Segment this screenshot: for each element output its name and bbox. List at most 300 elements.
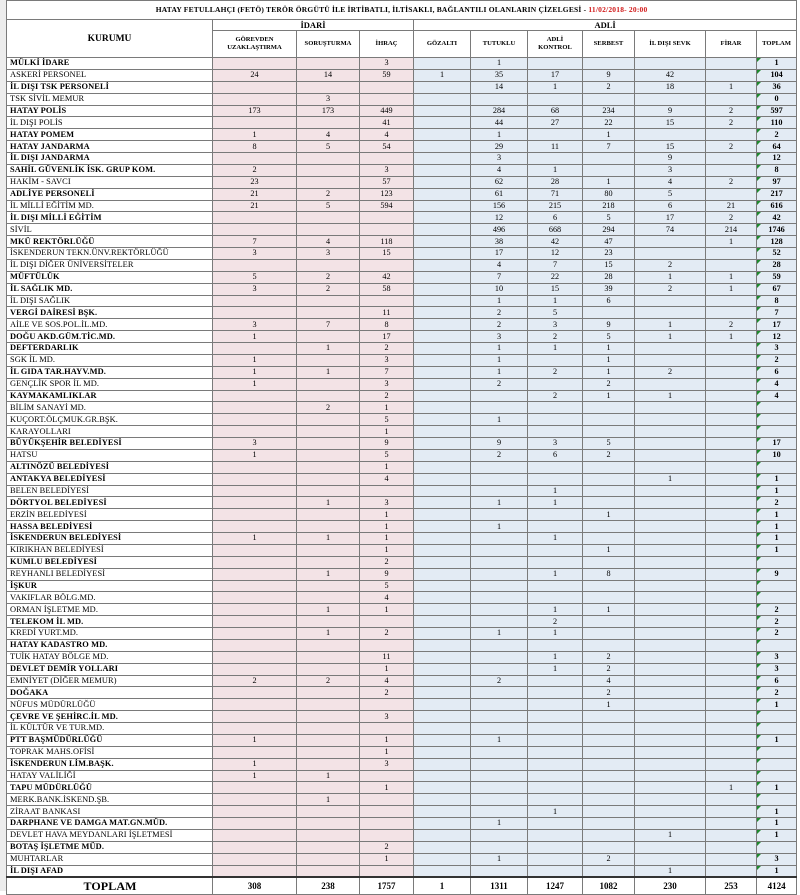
cell-adli-kontrol [528, 675, 583, 687]
cell-toplam: 1 [757, 58, 797, 70]
table-row [7, 438, 797, 450]
cell-gorevden-uzaklastirma [213, 723, 297, 735]
cell-serbest [583, 734, 635, 746]
cell-gorevden-uzaklastirma [213, 402, 297, 414]
feto-table [6, 0, 797, 895]
title-text: HATAY FETULLAHÇI (FETÖ) TERÖR ÖRGÜTÜ İLE İRTİBATLI, İLTİSAKLI, BAĞLANTILI OLANLARIN ÇİZELGESİ [155, 5, 582, 14]
cell-toplam: 3 [757, 651, 797, 663]
table-title: HATAY FETULLAHÇI (FETÖ) TERÖR ÖRGÜTÜ İLE İRTİBATLI, İLTİSAKLI, BAĞLANTILI OLANLARIN ÇİZELGESİ - 11/02/2018- 20:00 [7, 1, 797, 20]
cell-serbest: 23 [583, 248, 635, 260]
cell-ihrac: 11 [360, 307, 414, 319]
cell-sorusturma [297, 521, 360, 533]
table-row [7, 366, 797, 378]
group-header-row [7, 20, 797, 31]
cell-gozalti [414, 378, 471, 390]
cell-gorevden-uzaklastirma [213, 81, 297, 93]
institution-name: NÜFUS MÜDÜRLÜĞÜ [7, 699, 213, 711]
cell-tutuklu [471, 485, 528, 497]
cell-firar [706, 711, 757, 723]
cell-gorevden-uzaklastirma: 2 [213, 675, 297, 687]
cell-gorevden-uzaklastirma: 1 [213, 533, 297, 545]
cell-adli-kontrol: 2 [528, 390, 583, 402]
cell-tutuklu: 1 [471, 628, 528, 640]
cell-sorusturma [297, 461, 360, 473]
cell-firar [706, 69, 757, 81]
cell-ihrac: 5 [360, 580, 414, 592]
cell-gozalti [414, 865, 471, 877]
cell-toplam: 2 [757, 354, 797, 366]
table-row [7, 164, 797, 176]
cell-toplam: 1 [757, 521, 797, 533]
cell-il-disi-sevk [635, 402, 706, 414]
cell-gorevden-uzaklastirma: 5 [213, 271, 297, 283]
cell-il-disi-sevk [635, 746, 706, 758]
cell-il-disi-sevk [635, 841, 706, 853]
cell-ihrac [360, 295, 414, 307]
institution-name: DEVLET HAVA MEYDANLARI İŞLETMESİ [7, 829, 213, 841]
cell-adli-kontrol [528, 687, 583, 699]
cell-ihrac [360, 829, 414, 841]
cell-serbest [583, 414, 635, 426]
cell-sorusturma: 7 [297, 319, 360, 331]
cell-il-disi-sevk: 6 [635, 200, 706, 212]
cell-il-disi-sevk: 2 [635, 366, 706, 378]
cell-ihrac [360, 818, 414, 830]
table-row [7, 141, 797, 153]
institution-name: GENÇLİK SPOR İL MD. [7, 378, 213, 390]
institution-name: SGK İL MD. [7, 354, 213, 366]
table-row [7, 307, 797, 319]
cell-ihrac: 1 [360, 734, 414, 746]
column-header-tutuklu: TUTUKLU [471, 31, 528, 58]
cell-toplam: 4124 [757, 877, 797, 895]
institution-name: İL DIŞI TSK PERSONELİ [7, 81, 213, 93]
cell-firar: 2 [706, 212, 757, 224]
cell-firar [706, 723, 757, 735]
cell-sorusturma [297, 746, 360, 758]
group-header-idari: İDARİ [213, 20, 414, 31]
cell-gorevden-uzaklastirma [213, 93, 297, 105]
cell-toplam: 2 [757, 616, 797, 628]
cell-adli-kontrol: 15 [528, 283, 583, 295]
cell-sorusturma: 2 [297, 188, 360, 200]
institution-name: EMNİYET (DİĞER MEMUR) [7, 675, 213, 687]
cell-adli-kontrol: 1 [528, 533, 583, 545]
cell-firar [706, 687, 757, 699]
institution-name: DARPHANE VE DAMGA MAT.GN.MÜD. [7, 818, 213, 830]
cell-tutuklu: 7 [471, 271, 528, 283]
cell-adli-kontrol [528, 723, 583, 735]
cell-tutuklu [471, 568, 528, 580]
cell-sorusturma [297, 259, 360, 271]
cell-serbest: 1 [583, 129, 635, 141]
cell-gozalti [414, 331, 471, 343]
cell-gozalti [414, 248, 471, 260]
cell-toplam [757, 639, 797, 651]
table-row [7, 723, 797, 735]
institution-name: HATAY KADASTRO MD. [7, 639, 213, 651]
table-row [7, 224, 797, 236]
cell-serbest: 28 [583, 271, 635, 283]
cell-il-disi-sevk [635, 734, 706, 746]
cell-tutuklu [471, 639, 528, 651]
cell-sorusturma [297, 639, 360, 651]
cell-toplam: 3 [757, 343, 797, 355]
cell-ihrac: 3 [360, 378, 414, 390]
cell-gorevden-uzaklastirma: 24 [213, 69, 297, 81]
cell-sorusturma: 2 [297, 402, 360, 414]
title-row [7, 1, 797, 20]
cell-gozalti [414, 521, 471, 533]
cell-adli-kontrol: 215 [528, 200, 583, 212]
cell-gorevden-uzaklastirma [213, 592, 297, 604]
institution-name: SİVİL [7, 224, 213, 236]
cell-gorevden-uzaklastirma: 1 [213, 758, 297, 770]
cell-gozalti [414, 200, 471, 212]
cell-firar [706, 473, 757, 485]
column-header-adli-kontrol: ADLİ KONTROL [528, 31, 583, 58]
institution-name: KARAYOLLARI [7, 426, 213, 438]
table-row [7, 378, 797, 390]
cell-gorevden-uzaklastirma: 23 [213, 176, 297, 188]
cell-gozalti [414, 663, 471, 675]
cell-firar [706, 509, 757, 521]
cell-tutuklu: 38 [471, 236, 528, 248]
cell-gorevden-uzaklastirma [213, 746, 297, 758]
cell-adli-kontrol: 2 [528, 331, 583, 343]
cell-adli-kontrol: 1 [528, 604, 583, 616]
cell-firar [706, 58, 757, 70]
cell-gorevden-uzaklastirma [213, 295, 297, 307]
cell-ihrac: 59 [360, 69, 414, 81]
cell-gorevden-uzaklastirma: 8 [213, 141, 297, 153]
cell-firar [706, 675, 757, 687]
cell-firar: 2 [706, 319, 757, 331]
cell-adli-kontrol: 1 [528, 568, 583, 580]
table-row [7, 343, 797, 355]
cell-tutuklu: 4 [471, 164, 528, 176]
institution-name: ZİRAAT BANKASI [7, 806, 213, 818]
cell-firar [706, 402, 757, 414]
cell-toplam: 8 [757, 164, 797, 176]
institution-name: HATAY POLİS [7, 105, 213, 117]
title-date: 11/02/2018- 20:00 [588, 5, 648, 14]
cell-sorusturma: 4 [297, 236, 360, 248]
institution-name: İL SAĞLIK MD. [7, 283, 213, 295]
cell-gozalti [414, 782, 471, 794]
cell-firar [706, 354, 757, 366]
institution-name: DEFTERDARLIK [7, 343, 213, 355]
cell-firar [706, 841, 757, 853]
cell-adli-kontrol [528, 734, 583, 746]
cell-gozalti [414, 723, 471, 735]
cell-toplam [757, 794, 797, 806]
cell-tutuklu: 62 [471, 176, 528, 188]
cell-tutuklu: 1 [471, 343, 528, 355]
cell-sorusturma [297, 438, 360, 450]
cell-ihrac [360, 81, 414, 93]
cell-gozalti [414, 853, 471, 865]
institution-name: MERK.BANK.İSKEND.ŞB. [7, 794, 213, 806]
cell-toplam [757, 402, 797, 414]
cell-toplam: 1 [757, 818, 797, 830]
cell-ihrac: 4 [360, 473, 414, 485]
cell-gorevden-uzaklastirma [213, 568, 297, 580]
cell-gozalti [414, 616, 471, 628]
cell-adli-kontrol [528, 746, 583, 758]
cell-gorevden-uzaklastirma [213, 224, 297, 236]
cell-serbest [583, 770, 635, 782]
cell-serbest [583, 307, 635, 319]
cell-il-disi-sevk: 17 [635, 212, 706, 224]
cell-tutuklu: 4 [471, 259, 528, 271]
cell-ihrac: 449 [360, 105, 414, 117]
cell-tutuklu [471, 841, 528, 853]
cell-adli-kontrol: 17 [528, 69, 583, 81]
cell-tutuklu: 2 [471, 675, 528, 687]
cell-ihrac: 1 [360, 461, 414, 473]
cell-toplam: 42 [757, 212, 797, 224]
cell-il-disi-sevk [635, 568, 706, 580]
cell-gozalti [414, 164, 471, 176]
cell-gorevden-uzaklastirma [213, 639, 297, 651]
cell-sorusturma: 2 [297, 271, 360, 283]
cell-sorusturma [297, 390, 360, 402]
cell-toplam [757, 414, 797, 426]
cell-serbest [583, 829, 635, 841]
cell-adli-kontrol [528, 758, 583, 770]
cell-tutuklu [471, 711, 528, 723]
cell-adli-kontrol [528, 544, 583, 556]
cell-il-disi-sevk [635, 711, 706, 723]
cell-firar [706, 544, 757, 556]
cell-serbest: 2 [583, 853, 635, 865]
cell-tutuklu [471, 794, 528, 806]
cell-gorevden-uzaklastirma [213, 616, 297, 628]
cell-gozalti [414, 58, 471, 70]
cell-tutuklu: 1 [471, 818, 528, 830]
cell-gozalti [414, 758, 471, 770]
cell-il-disi-sevk [635, 438, 706, 450]
cell-sorusturma [297, 651, 360, 663]
column-header-toplam: TOPLAM [757, 31, 797, 58]
cell-adli-kontrol [528, 841, 583, 853]
cell-ihrac [360, 93, 414, 105]
table-row [7, 81, 797, 93]
cell-toplam [757, 556, 797, 568]
cell-serbest: 2 [583, 81, 635, 93]
cell-gorevden-uzaklastirma [213, 794, 297, 806]
cell-il-disi-sevk: 18 [635, 81, 706, 93]
cell-serbest [583, 794, 635, 806]
cell-gozalti [414, 497, 471, 509]
cell-toplam [757, 723, 797, 735]
cell-adli-kontrol [528, 153, 583, 165]
cell-toplam: 1 [757, 782, 797, 794]
cell-il-disi-sevk: 74 [635, 224, 706, 236]
cell-il-disi-sevk [635, 414, 706, 426]
cell-serbest [583, 758, 635, 770]
cell-sorusturma: 1 [297, 366, 360, 378]
cell-gozalti [414, 746, 471, 758]
institution-name: HATAY POMEM [7, 129, 213, 141]
cell-serbest: 39 [583, 283, 635, 295]
cell-tutuklu [471, 473, 528, 485]
cell-il-disi-sevk [635, 533, 706, 545]
cell-il-disi-sevk: 5 [635, 188, 706, 200]
table-row [7, 699, 797, 711]
cell-adli-kontrol [528, 402, 583, 414]
cell-gozalti [414, 580, 471, 592]
cell-adli-kontrol [528, 378, 583, 390]
cell-gorevden-uzaklastirma [213, 818, 297, 830]
cell-il-disi-sevk [635, 794, 706, 806]
cell-ihrac: 1 [360, 663, 414, 675]
column-header-gozalti: GÖZALTI [414, 31, 471, 58]
cell-il-disi-sevk [635, 663, 706, 675]
cell-gorevden-uzaklastirma: 1 [213, 366, 297, 378]
cell-firar [706, 390, 757, 402]
cell-firar [706, 521, 757, 533]
cell-adli-kontrol [528, 461, 583, 473]
institution-name: HATAY JANDARMA [7, 141, 213, 153]
cell-firar [706, 663, 757, 675]
table-row [7, 651, 797, 663]
cell-il-disi-sevk [635, 58, 706, 70]
cell-tutuklu [471, 390, 528, 402]
cell-firar [706, 568, 757, 580]
cell-sorusturma [297, 556, 360, 568]
cell-sorusturma [297, 224, 360, 236]
cell-serbest [583, 58, 635, 70]
cell-adli-kontrol [528, 782, 583, 794]
cell-toplam [757, 746, 797, 758]
cell-sorusturma [297, 580, 360, 592]
cell-toplam: 2 [757, 604, 797, 616]
institution-name: KAYMAKAMLIKLAR [7, 390, 213, 402]
cell-sorusturma [297, 426, 360, 438]
cell-serbest [583, 628, 635, 640]
cell-firar [706, 604, 757, 616]
cell-il-disi-sevk [635, 770, 706, 782]
cell-sorusturma [297, 829, 360, 841]
table-row [7, 544, 797, 556]
cell-gozalti: 1 [414, 69, 471, 81]
cell-ihrac: 2 [360, 687, 414, 699]
cell-il-disi-sevk [635, 497, 706, 509]
cell-adli-kontrol [528, 509, 583, 521]
cell-ihrac: 7 [360, 366, 414, 378]
cell-tutuklu: 3 [471, 331, 528, 343]
cell-gorevden-uzaklastirma: 7 [213, 236, 297, 248]
cell-gorevden-uzaklastirma: 1 [213, 354, 297, 366]
column-header-kurumu: KURUMU [7, 20, 213, 58]
cell-il-disi-sevk [635, 628, 706, 640]
cell-toplam: 28 [757, 259, 797, 271]
cell-gorevden-uzaklastirma: 21 [213, 200, 297, 212]
cell-firar [706, 366, 757, 378]
cell-il-disi-sevk [635, 853, 706, 865]
cell-adli-kontrol: 2 [528, 366, 583, 378]
cell-ihrac: 3 [360, 711, 414, 723]
cell-tutuklu: 284 [471, 105, 528, 117]
cell-toplam: 6 [757, 675, 797, 687]
cell-serbest [583, 164, 635, 176]
cell-tutuklu: 1 [471, 129, 528, 141]
table-row [7, 69, 797, 81]
cell-sorusturma: 5 [297, 141, 360, 153]
cell-toplam [757, 758, 797, 770]
cell-toplam: 12 [757, 331, 797, 343]
table-row [7, 509, 797, 521]
cell-serbest: 1 [583, 176, 635, 188]
cell-toplam: 1 [757, 734, 797, 746]
cell-serbest [583, 746, 635, 758]
cell-gorevden-uzaklastirma: 1 [213, 378, 297, 390]
cell-firar [706, 307, 757, 319]
cell-adli-kontrol: 1 [528, 343, 583, 355]
cell-il-disi-sevk [635, 354, 706, 366]
cell-adli-kontrol: 42 [528, 236, 583, 248]
cell-adli-kontrol [528, 770, 583, 782]
cell-tutuklu: 61 [471, 188, 528, 200]
cell-adli-kontrol: 1 [528, 497, 583, 509]
cell-tutuklu [471, 461, 528, 473]
cell-sorusturma [297, 509, 360, 521]
cell-toplam: 97 [757, 176, 797, 188]
cell-ihrac: 1 [360, 521, 414, 533]
cell-gozalti [414, 129, 471, 141]
cell-ihrac: 4 [360, 129, 414, 141]
cell-adli-kontrol: 6 [528, 449, 583, 461]
institution-name: VAKIFLAR BÖLG.MD. [7, 592, 213, 604]
cell-adli-kontrol [528, 818, 583, 830]
cell-adli-kontrol: 668 [528, 224, 583, 236]
cell-gorevden-uzaklastirma: 1 [213, 449, 297, 461]
institution-name: MÜFTÜLÜK [7, 271, 213, 283]
cell-il-disi-sevk: 1 [635, 331, 706, 343]
cell-ihrac: 41 [360, 117, 414, 129]
cell-toplam: 67 [757, 283, 797, 295]
cell-serbest [583, 711, 635, 723]
cell-serbest [583, 461, 635, 473]
cell-firar [706, 438, 757, 450]
group-header-adli: ADLİ [414, 20, 797, 31]
cell-gozalti [414, 734, 471, 746]
table-row [7, 402, 797, 414]
cell-sorusturma [297, 853, 360, 865]
cell-gozalti [414, 699, 471, 711]
cell-adli-kontrol [528, 58, 583, 70]
cell-ihrac [360, 806, 414, 818]
institution-name: VERGİ DAİRESİ BŞK. [7, 307, 213, 319]
cell-gozalti [414, 818, 471, 830]
cell-serbest: 1 [583, 604, 635, 616]
cell-tutuklu: 2 [471, 378, 528, 390]
cell-sorusturma [297, 723, 360, 735]
cell-sorusturma [297, 176, 360, 188]
cell-firar: 1 [706, 81, 757, 93]
cell-gozalti [414, 343, 471, 355]
cell-toplam: 2 [757, 687, 797, 699]
cell-adli-kontrol [528, 853, 583, 865]
cell-ihrac [360, 699, 414, 711]
table-row [7, 616, 797, 628]
table-row [7, 639, 797, 651]
cell-gozalti [414, 141, 471, 153]
cell-adli-kontrol: 11 [528, 141, 583, 153]
cell-serbest: 294 [583, 224, 635, 236]
